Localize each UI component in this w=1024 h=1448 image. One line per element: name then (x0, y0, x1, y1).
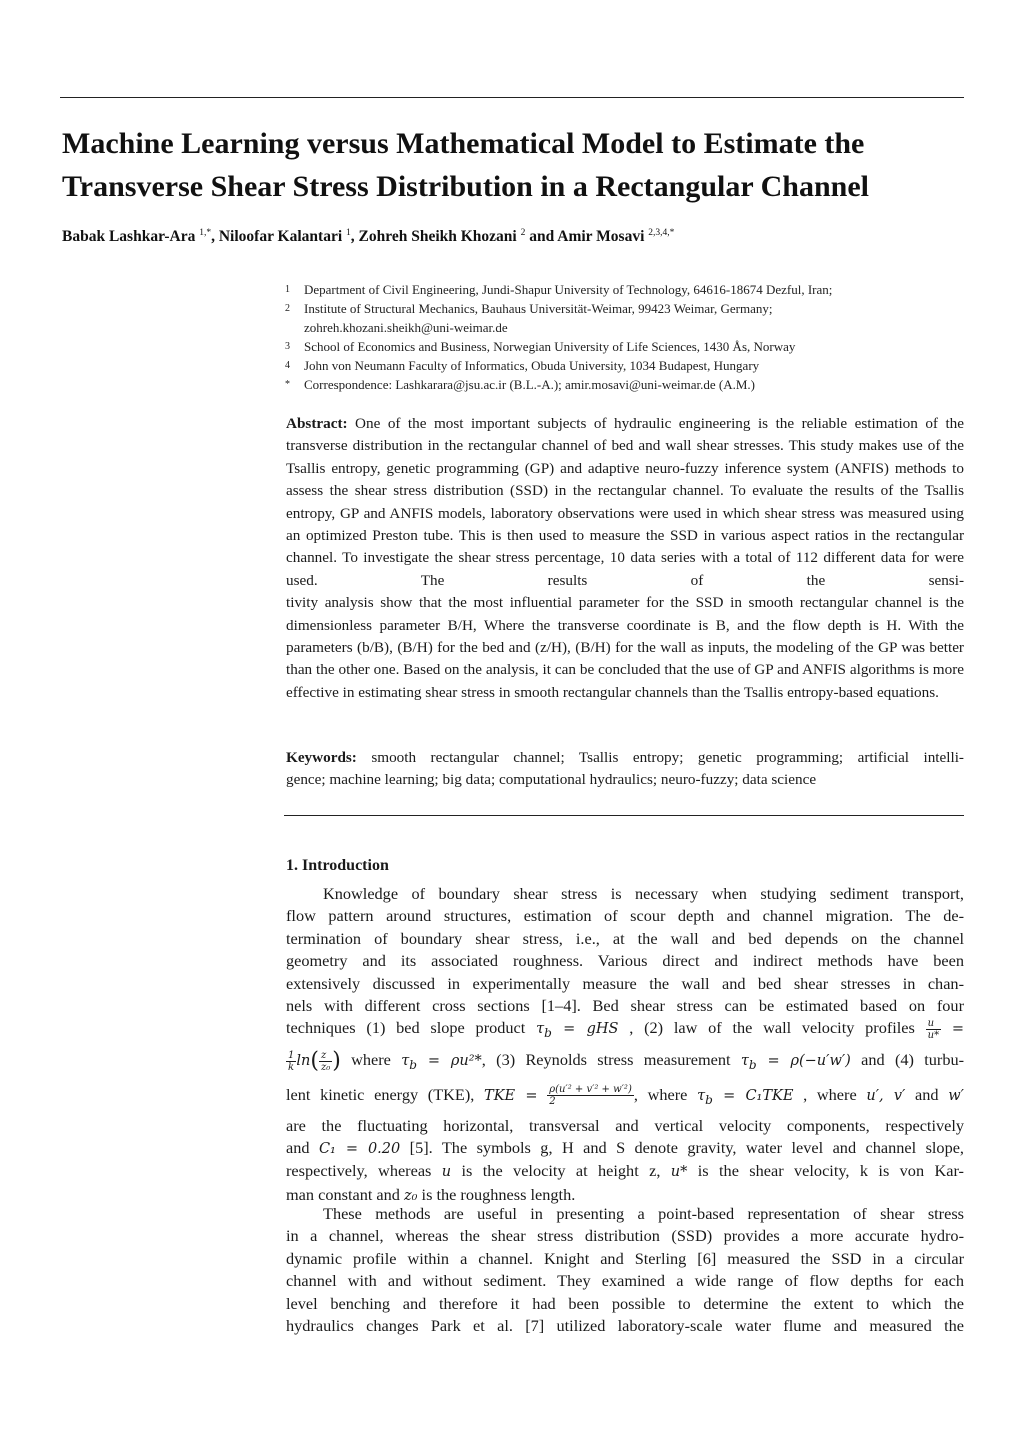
author-conjunction: and (529, 228, 555, 245)
text-run: is the velocity at height z, (461, 1161, 661, 1181)
header-rule (60, 97, 964, 98)
body-line: geometry and its associated roughness. Various direct and indirect methods have been (286, 951, 964, 971)
affiliation-item (285, 300, 965, 338)
body-line: are the fluctuating horizontal, transversal and vertical velocity components, respectively (286, 1115, 964, 1135)
text-run: [5]. The symbols g, H and S denote gravity, water level and channel slope, (409, 1137, 965, 1157)
eq-symbol: u (441, 1164, 452, 1181)
affiliation-mark: 2 (285, 302, 290, 314)
affiliation-text: School of Economics and Business, Norwegian University of Life Sciences, 1430 Ås, Norway (304, 338, 796, 354)
author-affiliation-mark: 2,3,4,* (648, 227, 675, 238)
text-run: respectively, whereas (286, 1161, 432, 1181)
abstract (286, 413, 964, 704)
affiliation-item (285, 281, 965, 300)
abstract-part-1 (286, 413, 964, 592)
text-run: and (286, 1137, 310, 1157)
author-affiliation-mark: 2 (520, 227, 526, 238)
body-line: nels with different cross sections [1–4]. Bed shear stress can be estimated based on four (286, 996, 964, 1016)
affiliation-mark: 4 (285, 359, 290, 371)
equation: $\tau_b = \rho(-u'w')$ (740, 1052, 851, 1072)
paper-title: Machine Learning versus Mathematical Model to Estimate the Transverse Shear Stress Distribution in a Rectangular Channel (62, 127, 869, 203)
body-line: in a channel, whereas the shear stress distribution (SSD) provides a more accurate hydro- (286, 1226, 964, 1246)
body-line (286, 1160, 964, 1183)
equation: $\tau_b = C_1TKE$ (697, 1087, 794, 1107)
text-run: where (351, 1049, 391, 1069)
author-list: Babak Lashkar-Ara $^{1,*}$, Niloofar Kalantari $^1$, Zohreh Sheikh Khozani $^2$ and Amir Mosavi $^{2,3,4,*}$ (62, 227, 675, 245)
eq-denominator: 2 (549, 1096, 556, 1108)
affiliation-email: zohreh.khozani.sheikh@uni-weimar.de (304, 319, 508, 335)
eq-numerator: z (319, 1050, 332, 1062)
eq-symbol: TKE = (484, 1087, 538, 1104)
keywords-label: Keywords: (286, 749, 357, 766)
body-line: termination of boundary shear stress, i.e., at the wall and bed depends on the channel (286, 928, 964, 948)
text-run: , (3) Reynolds stress measurement (481, 1049, 731, 1069)
eq-symbol: = (951, 1021, 965, 1038)
author-name: Amir Mosavi (557, 228, 645, 245)
eq-symbol: = ρ(−u′w′) (767, 1052, 851, 1069)
affiliation-mark: 3 (285, 340, 290, 352)
abstract-text: tivity analysis show that the most influential parameter for the SSD in smooth rectangular channel is the dimensionless parameter B/H, Where the transverse coordinate is B, and the flow depth is H. With the parameters (b/B), (B/H) for the bed and (z/H), (B/H) for the wall as inputs, the modeling of the GP was better than the other one. Based on the analysis, it can be concluded that the use of GP and ANFIS algorithms is more effective in estimating shear stress in smooth rectangular channels than the Tsallis entropy-based equations. (286, 594, 964, 701)
equation-fraction (926, 1018, 941, 1041)
eq-denominator: u* (927, 1030, 940, 1042)
eq-symbol: C₁ = 0.20 (318, 1140, 401, 1157)
equation: $\tau_b$ = g𝐻𝑆 (536, 1021, 619, 1041)
eq-denominator: z₀ (320, 1061, 331, 1073)
keywords-line (286, 747, 964, 769)
text-run: is the shear velocity, k is von Kar- (697, 1161, 964, 1181)
eq-symbol: = ρu²* (427, 1052, 482, 1069)
body-line (286, 1080, 964, 1115)
eq-denominator: k (288, 1061, 295, 1073)
author-name: Zohreh Sheikh Khozani (358, 228, 517, 245)
intro-paragraph (286, 1203, 964, 1337)
affiliation-item (285, 338, 965, 357)
author-name: Niloofar Kalantari (218, 228, 343, 245)
text-run: , where (803, 1084, 857, 1104)
abstract-text: One of the most important subjects of hydraulic engineering is the reliable estimation of the transverse distribution in the rectangular channel of bed and wall shear stresses. This study makes use of the Tsallis entropy, genetic programming (GP) and adaptive neuro-fuzzy inference system (ANFIS) methods to assess the shear stress distribution (SSD) in the rectangular channel. To evaluate the results of the Tsallis entropy, GP and ANFIS models, laboratory observations were used in which shear stress was measured using an optimized Preston tube. This is then used to measure the SSD in various aspect ratios in the rectangular channel. To investigate the shear stress percentage, 10 data series with a total of 112 different data for were used. The results of the sensi- (286, 415, 964, 589)
eq-numerator: 1 (288, 1049, 295, 1061)
body-line: level benching and therefore it had been possible to determine the extent to which the (286, 1293, 964, 1313)
equation: $\tau_b = \rho u^2*$ (401, 1052, 482, 1072)
body-line: $\frac{1}{k}$ ln( $\frac{z}{\text{z₀}}$ ) where $\tau_b = \rho u^2*$, (3) Reynolds stress measurement $\tau_b = \rho(-u'w')$ and (4) turbu- (288, 1048, 965, 1073)
affiliation-list (285, 281, 965, 394)
eq-symbol: ln (296, 1052, 311, 1069)
text-run: techniques (1) bed slope product (286, 1018, 526, 1038)
text-run: and (915, 1084, 939, 1104)
body-line: dynamic profile within a channel. Knight and Sterling [6] measured the SSD in a circular (286, 1248, 964, 1268)
eq-symbol: z₀ (404, 1187, 418, 1204)
author-affiliation-mark: 1 (346, 227, 351, 238)
body-line (286, 1137, 964, 1160)
keywords-text: gence; machine learning; big data; computational hydraulics; neuro-fuzzy; data science (286, 771, 817, 789)
body-line: Knowledge of boundary shear stress is necessary when studying sediment transport, (323, 884, 964, 903)
body-line: These methods are useful in presenting a point-based representation of shear stress (323, 1204, 964, 1223)
eq-symbol: τ (740, 1052, 749, 1069)
text-run: , (2) law of the wall velocity profiles (629, 1018, 915, 1038)
equation-fraction (286, 1050, 296, 1073)
affiliation-mark: * (285, 378, 290, 390)
affiliation-mark: 1 (285, 284, 290, 295)
eq-symbol: u′, v′ (866, 1087, 906, 1104)
keywords (286, 747, 964, 792)
body-line: channel with and without sediment. They examined a wide range of flow depths for each (286, 1271, 964, 1291)
eq-symbol: = C₁TKE (723, 1087, 794, 1104)
body-line: flow pattern around structures, estimation of scour depth and channel migration. The de- (286, 906, 964, 926)
affiliation-text: John von Neumann Faculty of Informatics, Obuda University, 1034 Budapest, Hungary (304, 357, 760, 373)
eq-numerator: ρ(u′² + v′² + w′²) (549, 1084, 632, 1096)
text-run: is the roughness length. (421, 1184, 576, 1204)
affiliation-text: Department of Civil Engineering, Jundi-Shapur University of Technology, 64616-18674 Dezful, Iran; (304, 282, 833, 297)
author-affiliation-mark: 1,* (199, 227, 212, 238)
eq-symbol: w′ (948, 1087, 964, 1104)
equation-fraction (547, 1084, 634, 1107)
text-run: lent kinetic energy (TKE), (286, 1084, 475, 1104)
eq-symbol: u* (670, 1164, 688, 1181)
eq-symbol: τ (697, 1087, 706, 1104)
affiliation-item (285, 376, 965, 395)
section-title: Introduction (302, 857, 389, 874)
eq-numerator: u (926, 1018, 941, 1030)
correspondence-text: Correspondence: Lashkarara@jsu.ac.ir (B.L.-A.); amir.mosavi@uni-weimar.de (A.M.) (304, 376, 756, 392)
section-number: 1. (286, 857, 298, 874)
body-line: hydraulics changes Park et al. [7] utilized laboratory-scale water flume and measured the (286, 1316, 964, 1336)
section-heading (286, 857, 389, 875)
author-name: Babak Lashkar-Ara (62, 228, 196, 245)
equation-fraction (319, 1050, 332, 1073)
text-run: man constant and (286, 1184, 400, 1204)
body-line: extensively discussed in experimentally measure the wall and bed shear stresses in chan- (286, 973, 964, 993)
keywords-text: smooth rectangular channel; Tsallis entropy; genetic programming; artificial intelli- (371, 749, 964, 766)
keywords-rule (284, 815, 964, 816)
intro-paragraph (286, 883, 964, 1207)
eq-symbol: τ (536, 1021, 545, 1038)
eq-symbol: = g𝐻𝑆 (563, 1021, 619, 1038)
abstract-label: Abstract: (286, 415, 348, 432)
eq-symbol: τ (401, 1052, 410, 1069)
affiliation-text: Institute of Structural Mechanics, Bauhaus Universität-Weimar, 99423 Weimar, Germany; (304, 300, 773, 316)
text-run: , where (633, 1084, 688, 1104)
affiliation-item (285, 357, 965, 376)
text-run: and (4) turbu- (861, 1049, 965, 1069)
body-line (286, 1017, 964, 1044)
